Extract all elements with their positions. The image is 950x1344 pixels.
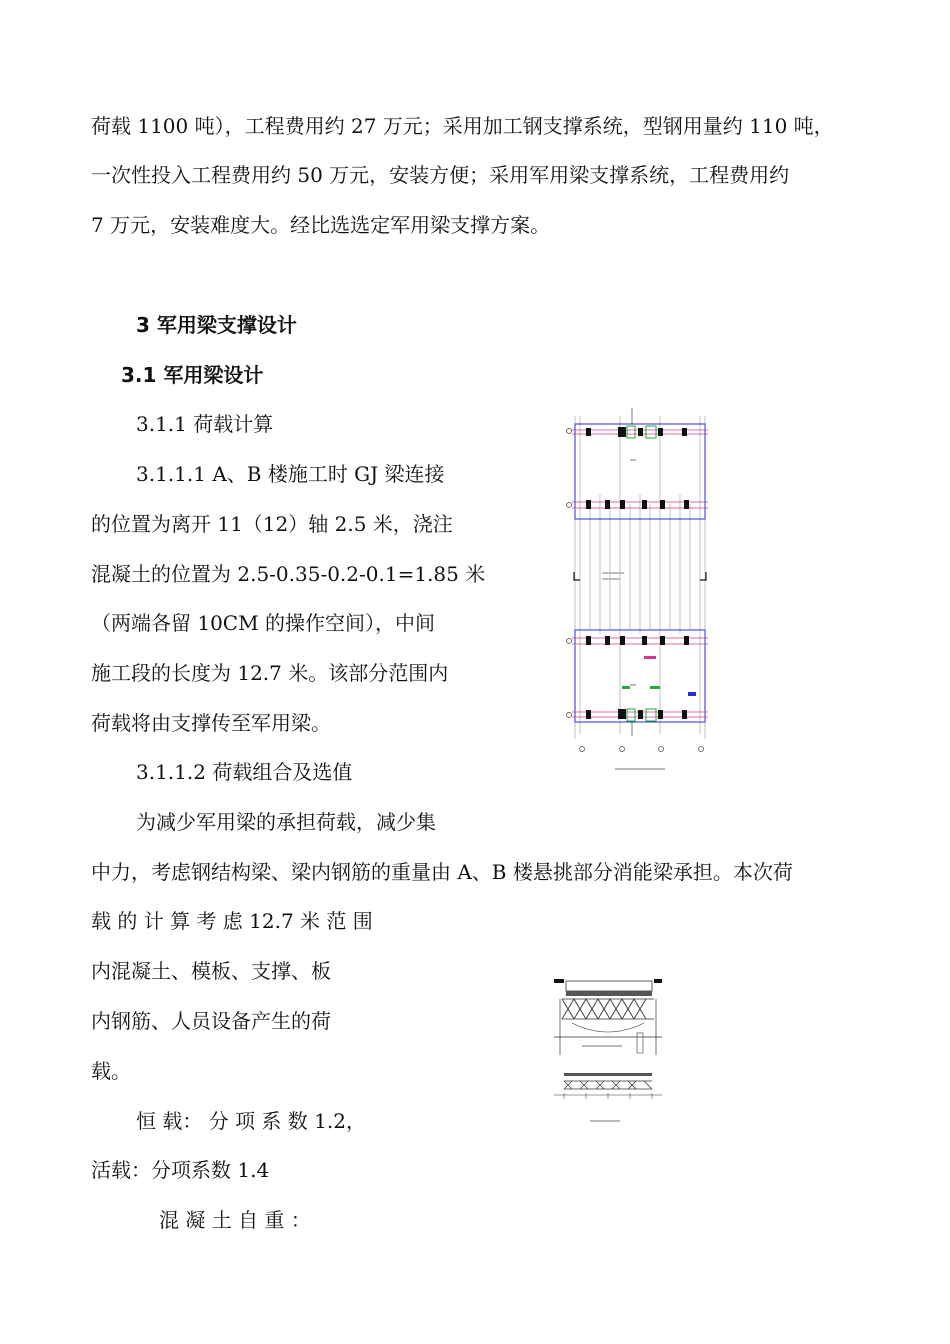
paragraph-line: 内混凝土、模板、支撑、板 [91, 959, 331, 983]
paragraph-line: 一次性投入工程费用约 50 万元，安装方便；采用军用梁支撑系统，工程费用约 [91, 163, 790, 187]
dead-load-text: 恒 载： 分 项 系 数 1.2， [136, 1109, 366, 1133]
section-heading-3-1-1-2: 3.1.1.2 荷载组合及选值 [136, 760, 353, 784]
concrete-weight-text: 混 凝 土 自 重 ： [159, 1208, 311, 1232]
paragraph-line: 荷载 1100 吨），工程费用约 27 万元；采用加工钢支撑系统，型钢用量约 110 吨， [91, 114, 834, 138]
paragraph-line: 3.1.1.1 A、B 楼施工时 GJ 梁连接 [136, 462, 445, 486]
paragraph-line: 为减少军用梁的承担荷载，减少集 [136, 810, 436, 834]
beam-plan-drawing [560, 404, 720, 780]
truss-elevation-drawing [552, 975, 664, 1131]
paragraph-line: 施工段的长度为 12.7 米。该部分范围内 [91, 661, 449, 685]
paragraph-line: （两端各留 10CM 的操作空间），中间 [91, 611, 435, 635]
live-load-text: 活载：分项系数 1.4 [91, 1158, 270, 1182]
section-heading-3-1-1: 3.1.1 荷载计算 [136, 412, 274, 436]
paragraph-line: 混凝土的位置为 2.5-0.35-0.2-0.1=1.85 米 [91, 562, 486, 586]
paragraph-line: 荷载将由支撑传至军用梁。 [91, 711, 331, 735]
section-heading-3-1: 3.1 军用梁设计 [121, 363, 264, 387]
paragraph-line: 内钢筋、人员设备产生的荷 [91, 1009, 331, 1033]
paragraph-line: 的位置为离开 11（12）轴 2.5 米，浇注 [91, 512, 453, 536]
paragraph-line: 载 的 计 算 考 虑 12.7 米 范 围 [91, 909, 373, 933]
section-heading-3: 3 军用梁支撑设计 [136, 313, 297, 337]
paragraph-line: 中力，考虑钢结构梁、梁内钢筋的重量由 A、B 楼悬挑部分消能梁承担。本次荷 [91, 860, 793, 884]
paragraph-line: 7 万元，安装难度大。经比选选定军用梁支撑方案。 [91, 213, 551, 237]
paragraph-line: 载。 [91, 1059, 131, 1083]
